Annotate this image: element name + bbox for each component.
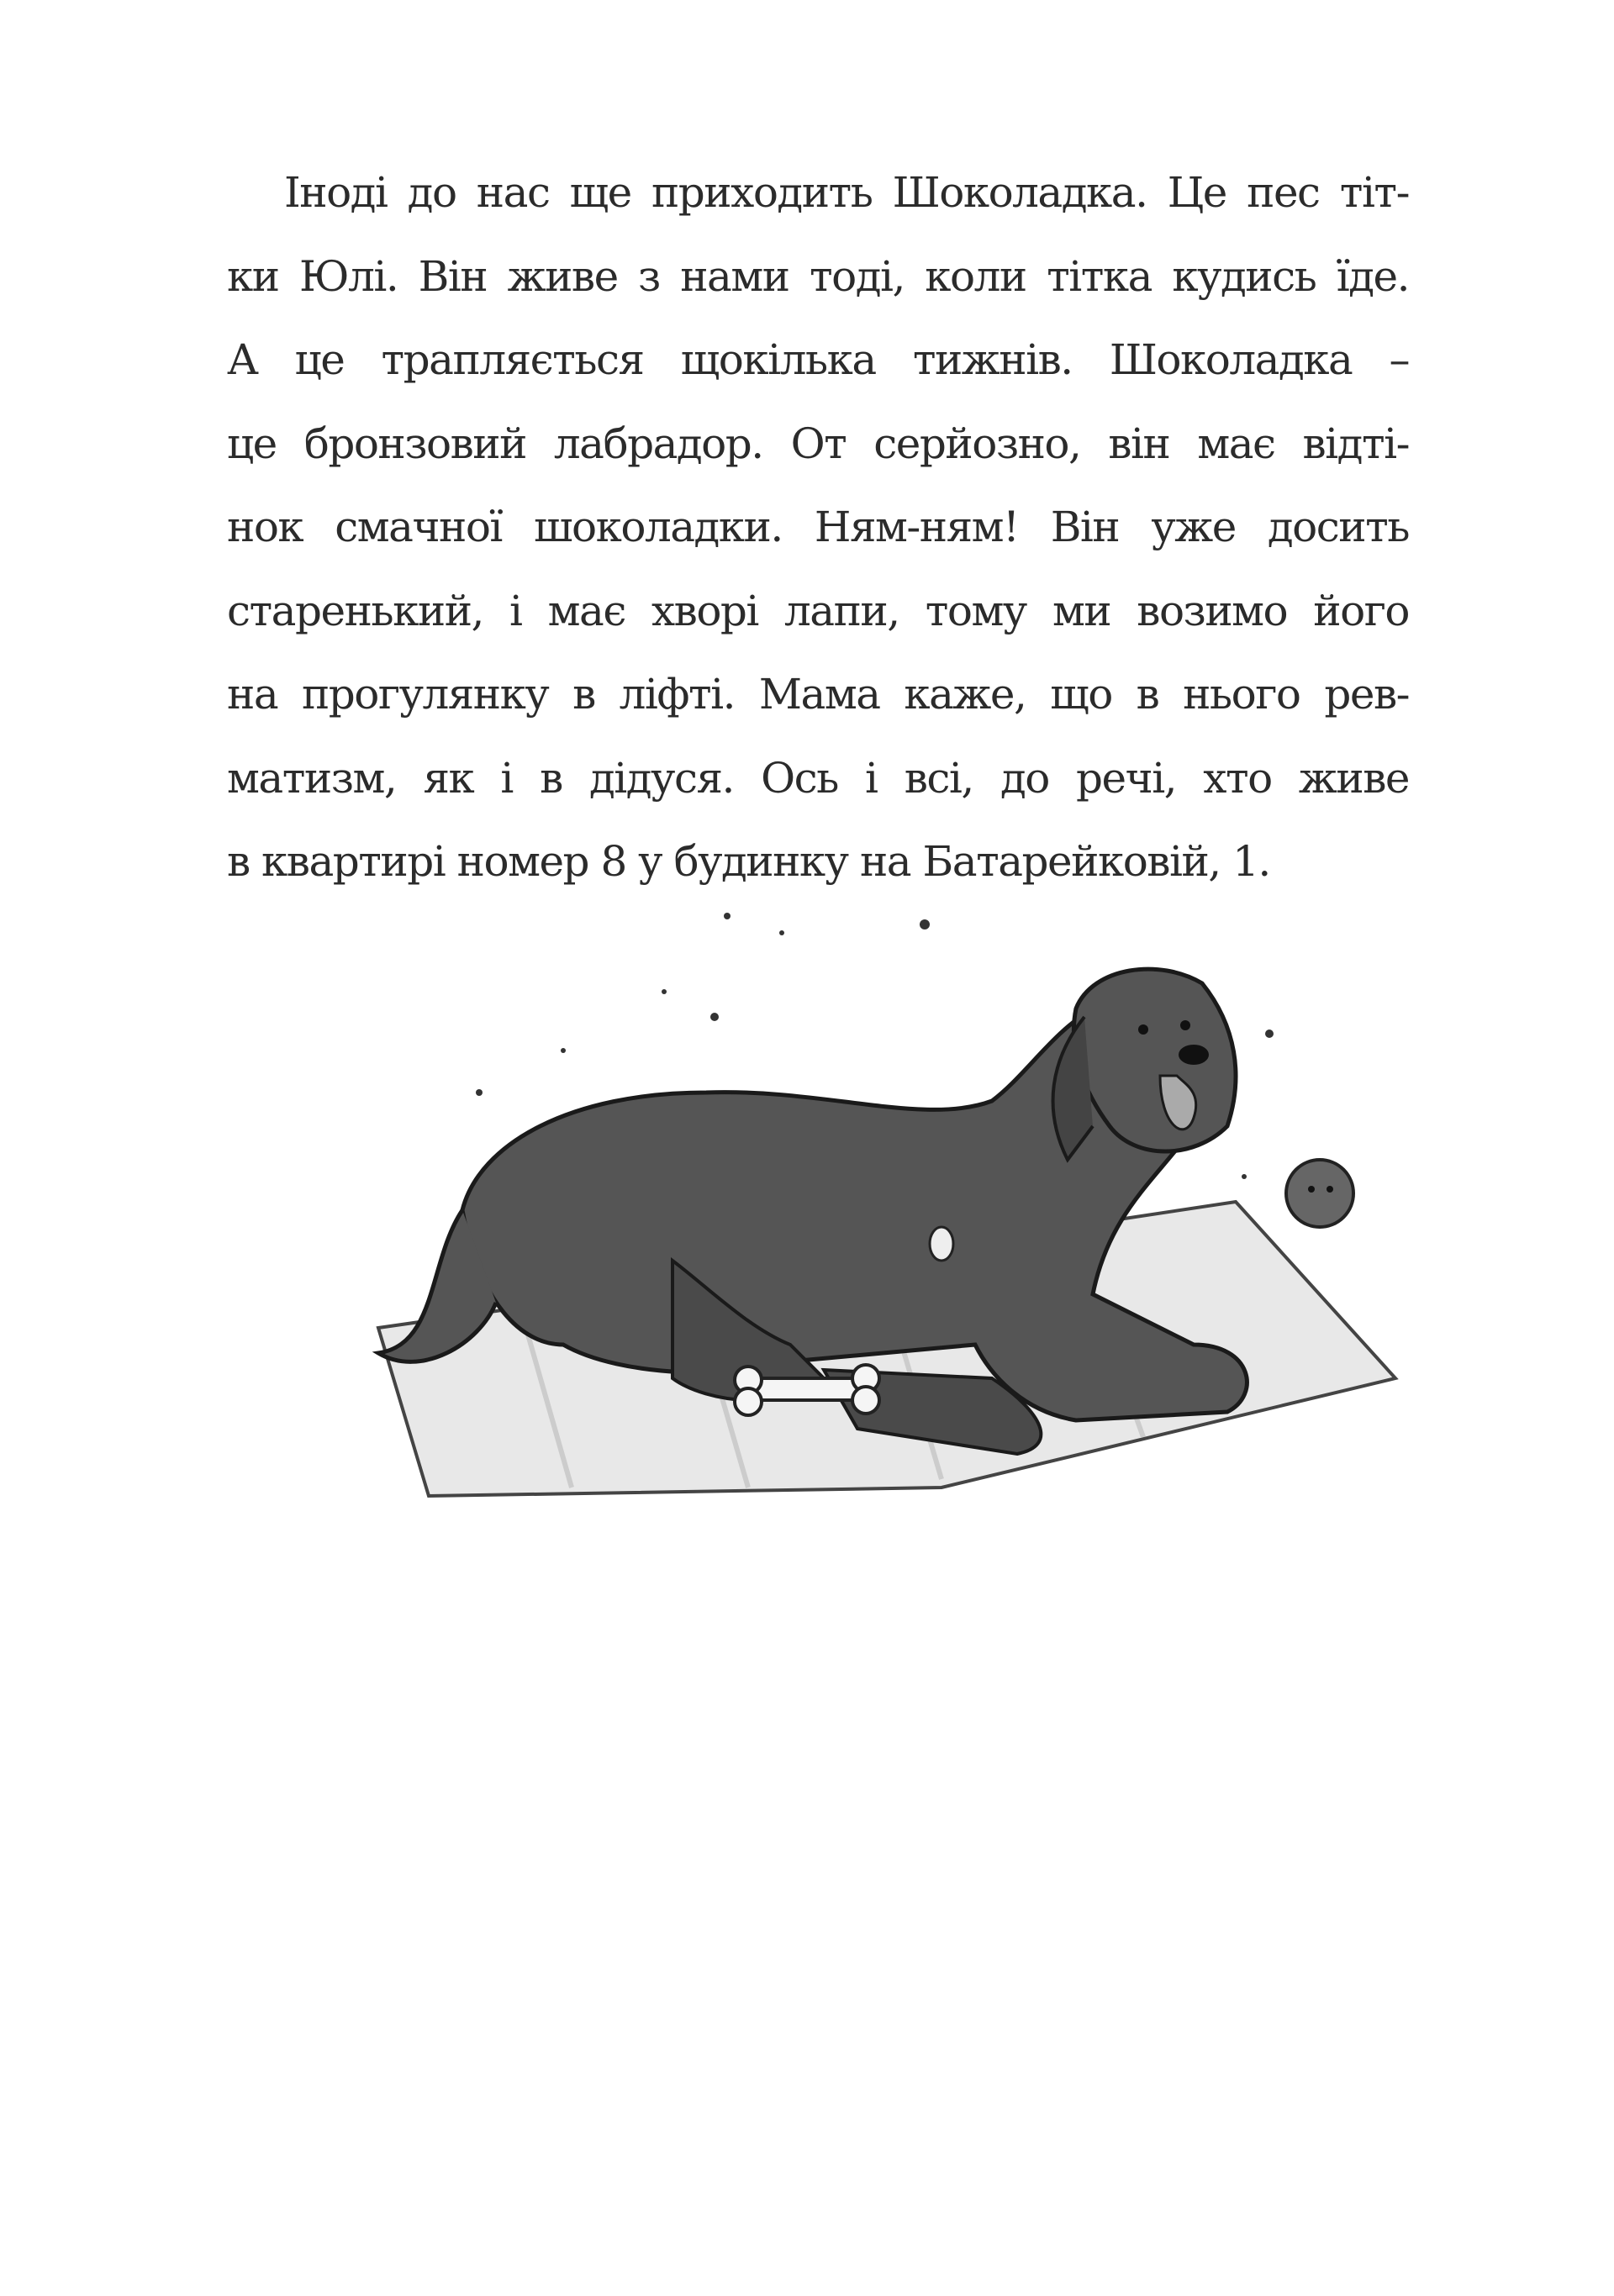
text-line: ки Юлі. Він живе з нами тоді, коли тітка кудись їде.: [227, 251, 1409, 301]
text-line: Іноді до нас ще приходить Шоколадка. Це пес тіт-: [284, 168, 1409, 217]
text-line: це бронзовий лабрадор. От серйозно, він має відті-: [227, 419, 1409, 468]
text-line: матизм, як і в дідуся. Ось і всі, до речі, хто живе: [227, 753, 1409, 803]
text-line: А це трапляється щокілька тижнів. Шоколадка –: [227, 335, 1409, 384]
text-line: нок смачної шоколадки. Ням-ням! Він уже досить: [227, 503, 1409, 551]
text-line: в квартирі номер 8 у будинку на Батарейковій, 1.: [227, 837, 1270, 886]
text-line: на прогулянку в ліфті. Мама каже, що в нього рев-: [227, 670, 1409, 719]
dog-illustration: [353, 908, 1421, 1546]
text-line: старенький, і має хворі лапи, тому ми возимо його: [227, 586, 1409, 635]
ball-toy: [1286, 1160, 1353, 1227]
story-paragraph: [227, 151, 1409, 904]
